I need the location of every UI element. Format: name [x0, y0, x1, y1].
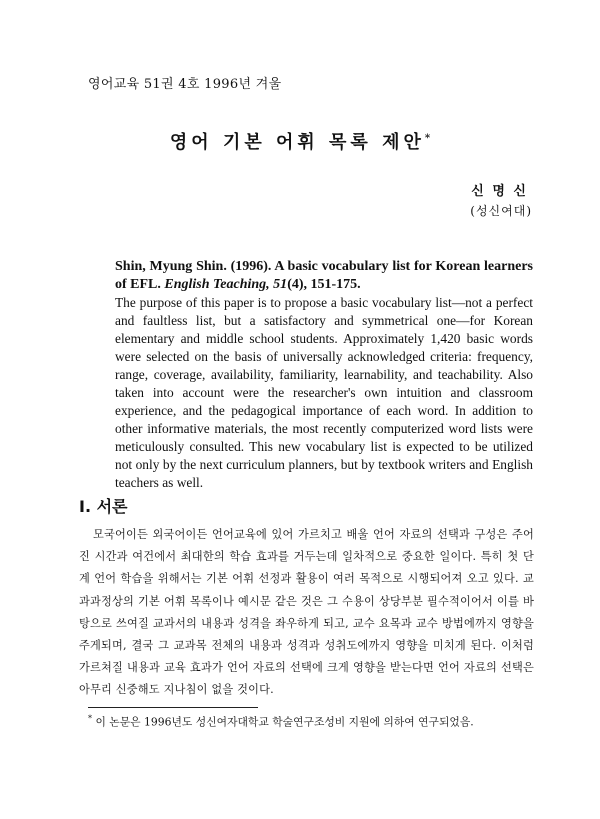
footnote-mark: *	[88, 714, 92, 723]
abstract: The purpose of this paper is to propose a basic vocabulary list—not a perfect and faultless list, but a satisfactory and symmetrical one—for Korean elementary and middle school students. Approximately 1,420 basic words were selected on the basis of universally acknowledged criteria: frequency, range, coverage, availability, familiarity, learnability, and teachability. Also taken into account were the researcher's own intuition and classroom experience, and the pedagogical importance of each word. In addition to other informative materials, the most recently computerized word lists were meticulously consulted. This new vocabulary list is expected to be utilized not only by the next curriculum planners, but by textbook writers and English teachers as well.	[115, 295, 533, 490]
footnote-divider	[88, 707, 258, 708]
journal-header: 영어교육 51권 4호 1996년 겨울	[88, 77, 282, 92]
section-heading: I. 서론	[79, 497, 128, 516]
title-footnote-mark: *	[424, 133, 431, 144]
footnote-text: 이 논문은 1996년도 성신여자대학교 학술연구조성비 지원에 의하여 연구되었음.	[95, 715, 474, 729]
author-name: 신 명 신	[471, 184, 528, 199]
citation-pages: (4), 151-175.	[287, 277, 361, 292]
citation	[115, 258, 533, 294]
citation-journal: English Teaching, 51	[164, 277, 288, 292]
paper-title	[0, 128, 600, 154]
body-paragraph: 모국어이든 외국어이든 언어교육에 있어 가르치고 배울 언어 자료의 선택과 구성은 주어진 시간과 여건에서 최대한의 학습 효과를 거두는데 일차적으로 중요한 일이다. 특히 첫 단계 언어 학습을 위해서는 기본 어휘 선정과 활용이 여러 목적으로 시행되어져 오고 있다. 교과과정상의 기본 어휘 목록이나 예시문 같은 것은 그 수용이 상당부분 필수적이어서 이를 바탕으로 쓰여질 교과서의 내용과 성격을 좌우하게 되고, 교수 요목과 교수 방법에까지 영향을 주게되며, 결국 그 교과목 전체의 내용과 성격과 성취도에까지 영향을 미치게 된다. 이처럼 가르쳐질 내용과 교육 효과가 언어 자료의 선택에 크게 영향을 받는다면 언어 자료의 선택은 아무리 신중해도 지나침이 없을 것이다.	[79, 528, 534, 697]
title-text: 영어 기본 어휘 목록 제안	[169, 132, 425, 153]
author-affiliation: (성신여대)	[470, 204, 532, 218]
footnote	[88, 714, 474, 730]
citation-main: Shin, Myung Shin. (1996). A basic vocabulary list for Korean learners of EFL.	[115, 259, 533, 292]
